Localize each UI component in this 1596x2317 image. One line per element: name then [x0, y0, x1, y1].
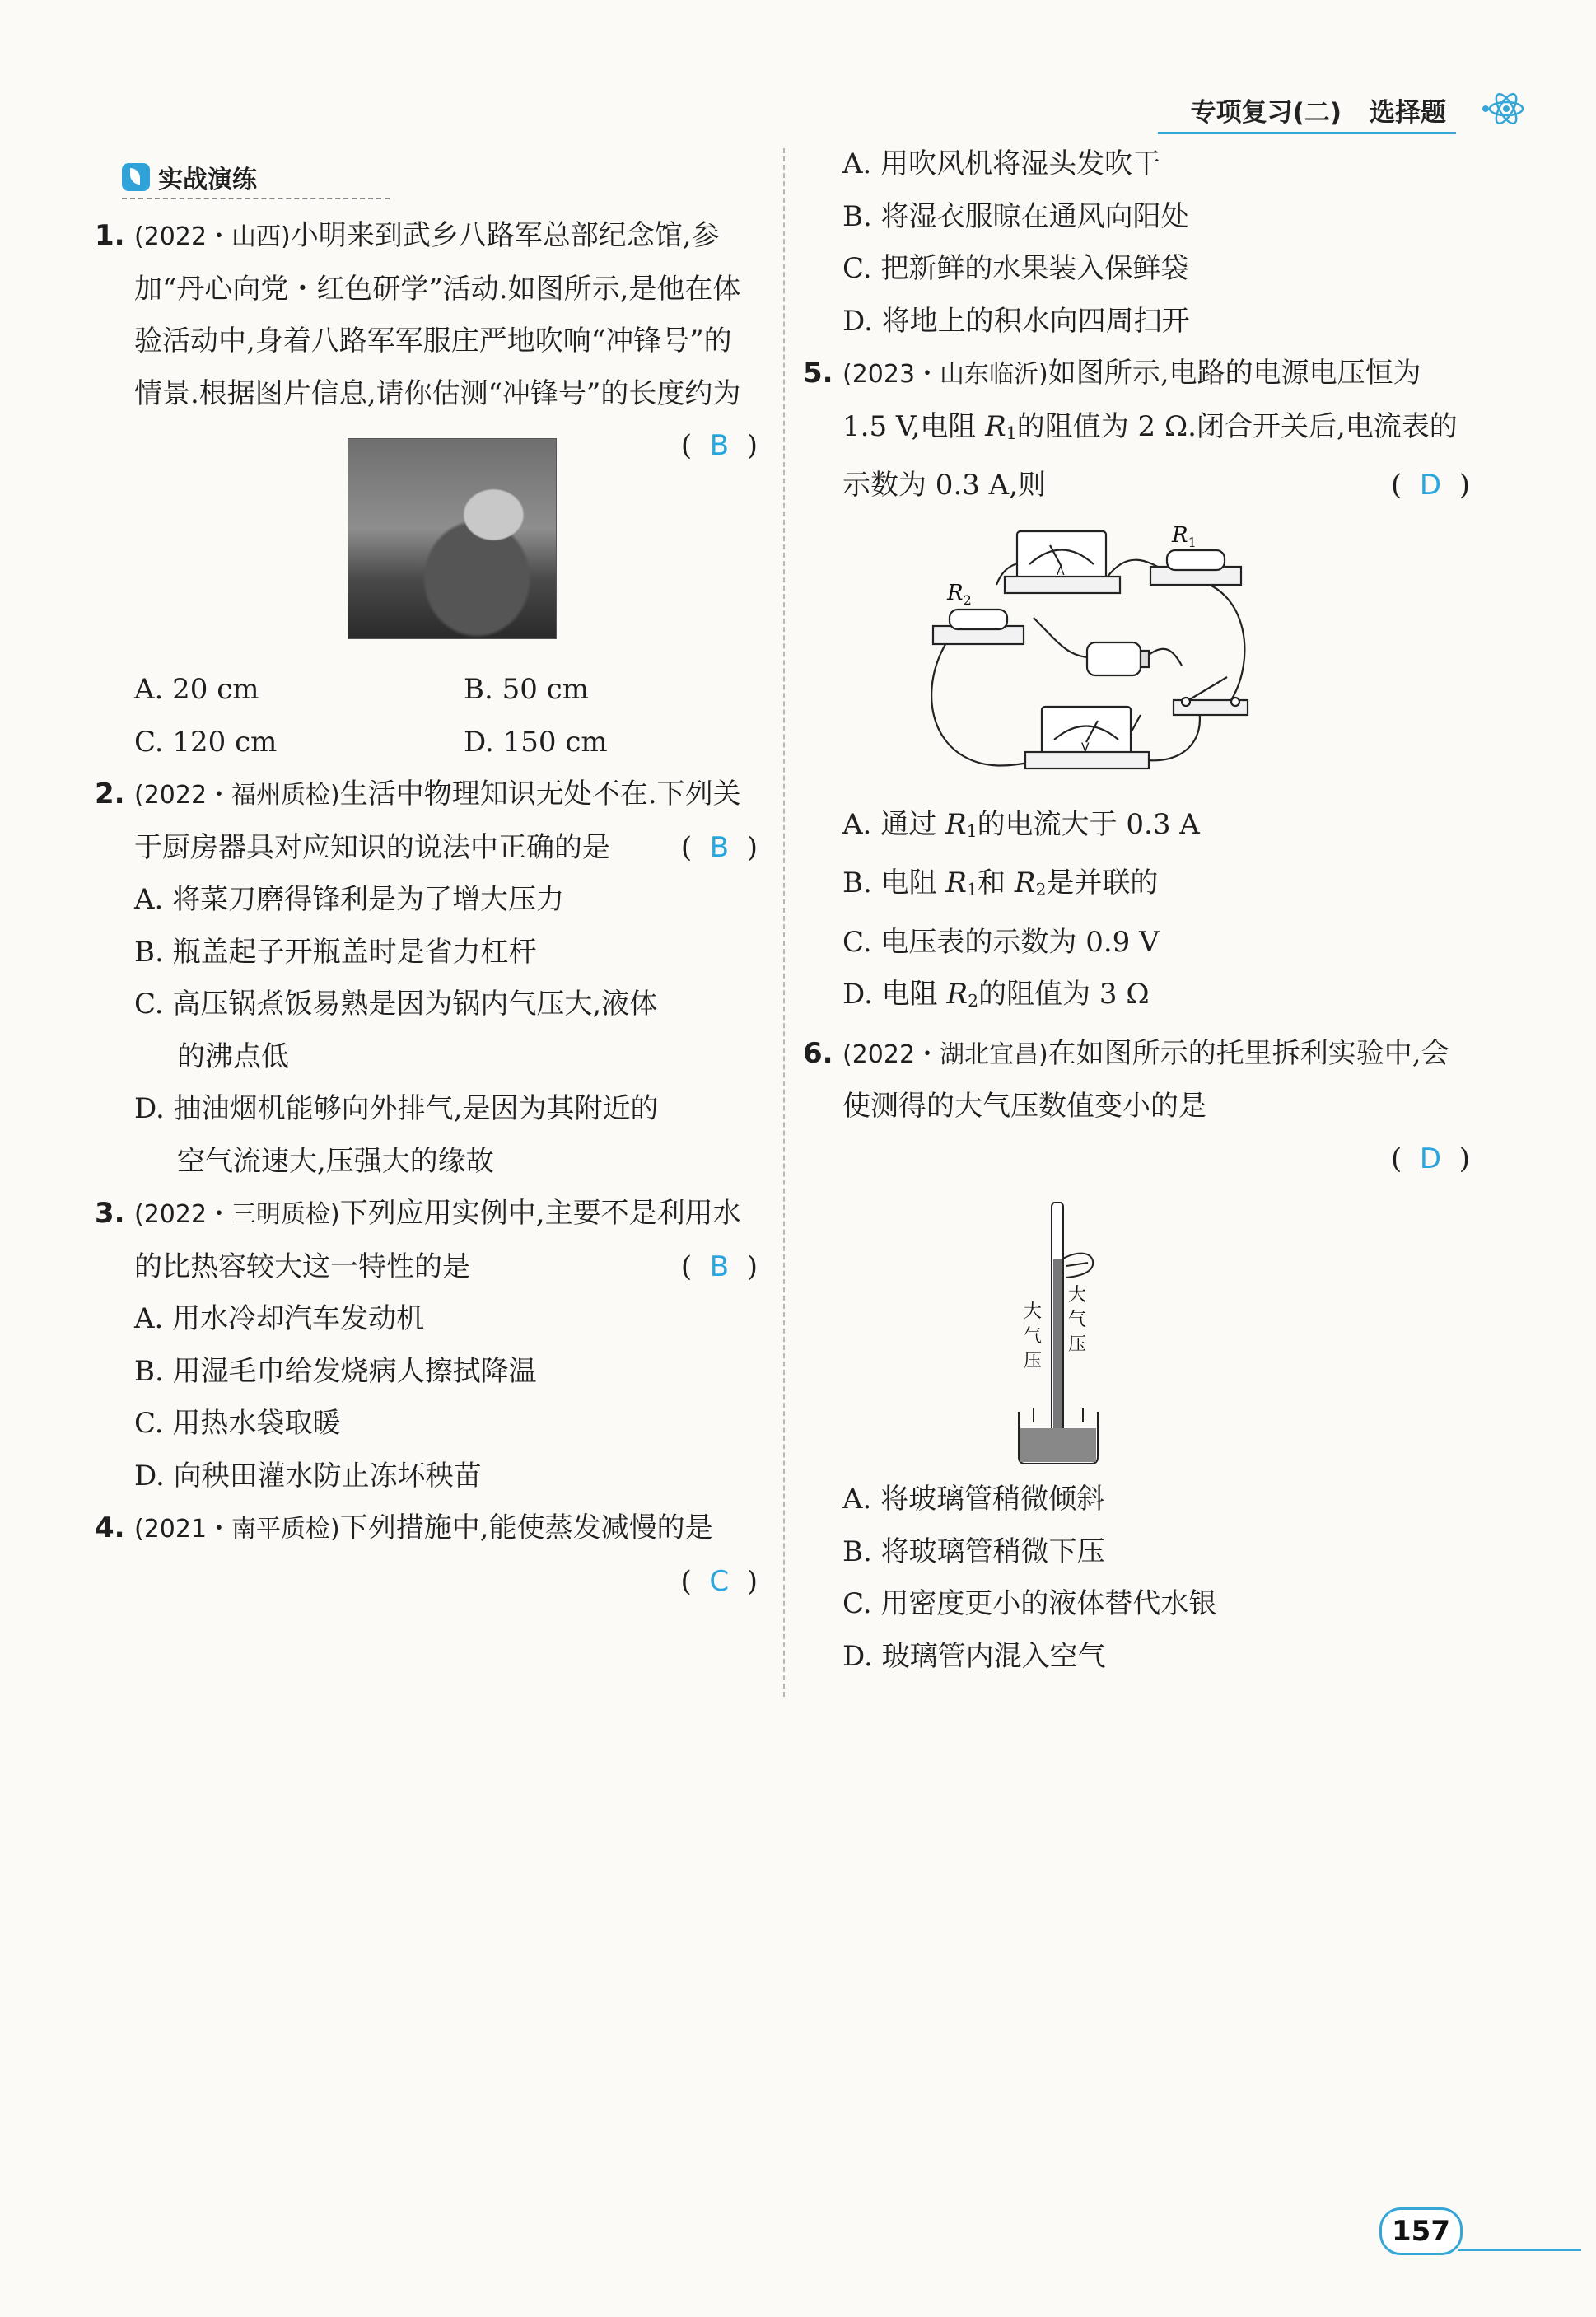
chapter-title: 专项复习(二)	[1190, 98, 1342, 128]
section-title-text: 实战演练	[158, 166, 257, 194]
option-b: B. 用湿毛巾给发烧病人擦拭降温	[134, 1354, 537, 1388]
answer-letter: C	[709, 1564, 730, 1598]
answer-letter: B	[709, 1250, 730, 1283]
option-b: B. 将湿衣服晾在通风向阳处	[842, 199, 1189, 233]
option-a: A. 通过 $R_1$的电流大于 0.3 A	[842, 807, 1200, 841]
question-stem: 生活中物理知识无处不在.下列关于厨房器具对应知识的说法中正确的是	[134, 778, 741, 864]
voltmeter-letter: V	[1081, 740, 1090, 754]
answer-row	[842, 1133, 1470, 1186]
option-d	[95, 1083, 758, 1188]
answer-bracket: ( B )	[680, 429, 758, 462]
section-icon	[122, 163, 150, 191]
question-stem-part-a: 如图所示,电路的电源电压恒为 1.5 V,电阻	[842, 357, 1421, 443]
option-d: D. 向秧田灌水防止冻坏秧苗	[134, 1459, 482, 1493]
option-d-continued: 空气流速大,压强大的缘故	[177, 1144, 494, 1178]
option-c: C. 用密度更小的液体替代水银	[842, 1587, 1217, 1621]
question-source: (2023・山东临沂)	[842, 360, 1048, 389]
left-column	[95, 210, 758, 1608]
option-c: C. 120 cm	[134, 725, 278, 759]
pressure-label-right: 大气压	[1068, 1285, 1087, 1356]
question-1	[95, 210, 758, 462]
question-number: 1.	[95, 219, 125, 252]
option-a: A. 用水冷却汽车发动机	[134, 1302, 425, 1335]
running-header	[1158, 89, 1456, 134]
option-a: A. 用吹风机将湿头发吹干	[842, 147, 1161, 180]
question-source: (2022・福州质检)	[134, 781, 340, 810]
page-number-rule	[1458, 2249, 1581, 2251]
atom-icon	[1486, 89, 1526, 128]
question-stem-part-b: 的阻值为 2 Ω.闭合开关后,电流表的示数为 0.3 A,则	[842, 409, 1458, 502]
question-number: 4.	[95, 1511, 125, 1544]
option-c: C. 用热水袋取暖	[134, 1407, 341, 1440]
question-stem: 小明来到武乡八路军总部纪念馆,参加“丹心向党・红色研学”活动.如图所示,是他在体验活动中,身着八路军军服庄严地吹响“冲锋号”的情景.根据图片信息,请你估测“冲锋号”的长度约为	[134, 219, 741, 410]
option-b: B. 瓶盖起子开瓶盖时是省力杠杆	[134, 935, 537, 969]
bugle-photo	[348, 438, 557, 639]
option-b: B. 50 cm	[464, 673, 589, 706]
question-source: (2022・三明质检)	[134, 1200, 340, 1229]
answer-letter: B	[709, 429, 730, 462]
option-d-text: D. 抽油烟机能够向外排气,是因为其附近的	[134, 1092, 659, 1125]
question-source: (2021・南平质检)	[134, 1515, 340, 1544]
question-number: 6.	[803, 1036, 833, 1070]
question-source: (2022・湖北宜昌)	[842, 1039, 1048, 1069]
question-stem: 在如图所示的托里拆利实验中,会使测得的大气压数值变小的是	[842, 1036, 1449, 1123]
answer-bracket: ( D )	[1391, 469, 1470, 502]
question-4	[95, 1502, 758, 1598]
circuit-diagram	[910, 519, 1256, 791]
question-number: 5.	[803, 357, 833, 390]
option-c: C. 电压表的示数为 0.9 V	[842, 925, 1160, 959]
question-number: 2.	[95, 778, 125, 810]
question-number: 3.	[95, 1197, 125, 1230]
right-column	[803, 138, 1470, 1683]
question-stem: 下列应用实例中,主要不是利用水的比热容较大这一特性的是	[134, 1197, 741, 1283]
answer-bracket: ( B )	[680, 830, 758, 864]
option-d: D. 玻璃管内混入空气	[842, 1639, 1106, 1673]
option-d: D. 将地上的积水向四周扫开	[842, 304, 1190, 338]
answer-letter: D	[1419, 469, 1442, 502]
ammeter-letter: A	[1057, 564, 1065, 578]
option-c: C. 把新鲜的水果装入保鲜袋	[842, 252, 1189, 285]
section-title	[122, 156, 390, 199]
question-stem: 下列措施中,能使蒸发减慢的是	[339, 1511, 713, 1544]
option-a: A. 将菜刀磨得锋利是为了增大压力	[134, 883, 565, 916]
option-c	[95, 979, 758, 1083]
option-a: A. 将玻璃管稍微倾斜	[842, 1483, 1105, 1516]
option-c-continued: 的沸点低	[177, 1039, 289, 1073]
option-a: A. 20 cm	[134, 673, 259, 706]
pressure-label-left: 大气压	[1024, 1301, 1043, 1372]
label-r1: $R_1$	[1172, 522, 1197, 550]
answer-bracket: ( C )	[680, 1564, 758, 1598]
column-divider	[783, 148, 785, 1697]
option-d: D. 电阻 $R_2$的阻值为 3 Ω	[842, 978, 1150, 1011]
torricelli-diagram	[1009, 1202, 1132, 1465]
option-b: B. 将玻璃管稍微下压	[842, 1535, 1105, 1568]
question-3	[95, 1188, 758, 1293]
option-d: D. 150 cm	[464, 725, 608, 759]
symbol-r: R	[985, 409, 1006, 443]
options-q1	[95, 664, 758, 768]
answer-letter: B	[709, 830, 730, 864]
page-number: 157	[1379, 2207, 1463, 2255]
question-6	[803, 1028, 1470, 1186]
topic-title: 选择题	[1370, 98, 1446, 128]
answer-letter: D	[1419, 1142, 1442, 1175]
answer-bracket: ( D )	[1391, 1142, 1470, 1175]
question-source: (2022・山西)	[134, 222, 291, 251]
option-b: B. 电阻 $R_1$和 $R_2$是并联的	[842, 867, 1159, 900]
label-r2: $R_2$	[947, 580, 972, 608]
question-5	[803, 348, 1470, 512]
answer-bracket: ( B )	[680, 1250, 758, 1283]
question-2	[95, 768, 758, 874]
option-c-text: C. 高压锅煮饭易熟是因为锅内气压大,液体	[134, 988, 658, 1021]
symbol-sub: 1	[1006, 423, 1017, 443]
